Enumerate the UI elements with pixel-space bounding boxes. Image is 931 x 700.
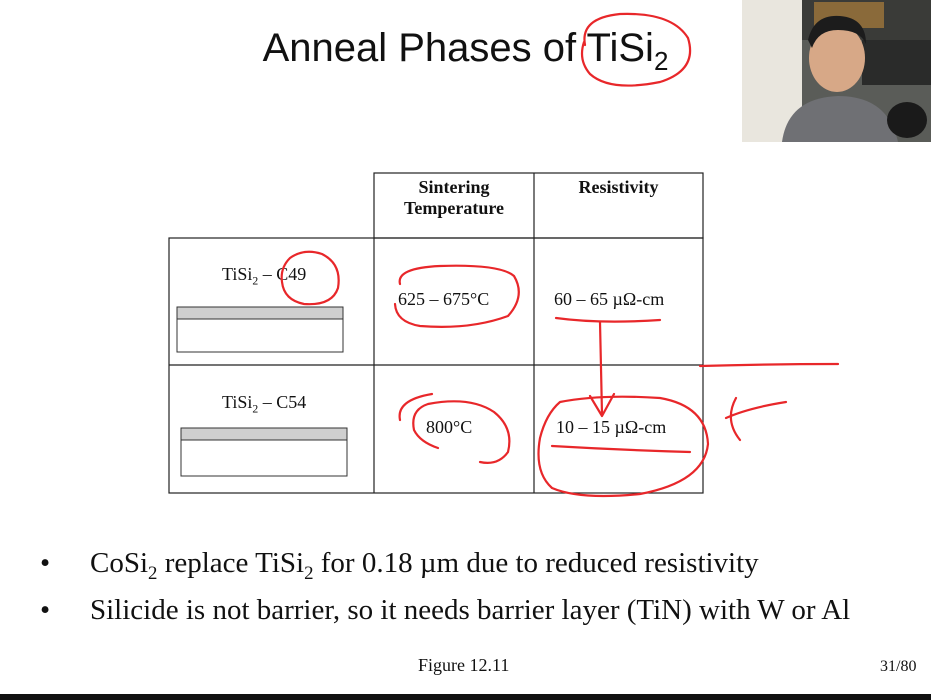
bullet-item: • CoSi$_2$ replace TiSi$_2$ for 0.18 µm due to reduced resistivity bbox=[40, 547, 759, 584]
bottom-bar bbox=[0, 694, 931, 700]
bullet-list bbox=[40, 545, 850, 628]
phase-label-c49: TiSi$_2$ – C49 bbox=[222, 264, 307, 288]
header-resistivity: Resistivity bbox=[578, 177, 659, 197]
header-sintering-temperature: Sintering Temperature bbox=[404, 177, 504, 218]
temperature-c54: 800°C bbox=[426, 417, 473, 437]
figure-caption: Figure 12.11 bbox=[418, 655, 510, 675]
temperature-c49: 625 – 675°C bbox=[398, 289, 490, 309]
bullet-item: • Silicide is not barrier, so it needs barrier layer (TiN) with W or Al bbox=[40, 593, 851, 626]
film-stack-c49 bbox=[177, 307, 343, 352]
phase-label-c54: TiSi$_2$ – C54 bbox=[222, 392, 307, 416]
slide-title: Anneal Phases of TiSi$_2$ bbox=[262, 26, 669, 76]
resistivity-c49: 60 – 65 µΩ-cm bbox=[554, 289, 665, 309]
page-number: 31/80 bbox=[880, 658, 917, 675]
film-stack-c54 bbox=[181, 428, 347, 476]
resistivity-c54: 10 – 15 µΩ-cm bbox=[556, 417, 667, 437]
